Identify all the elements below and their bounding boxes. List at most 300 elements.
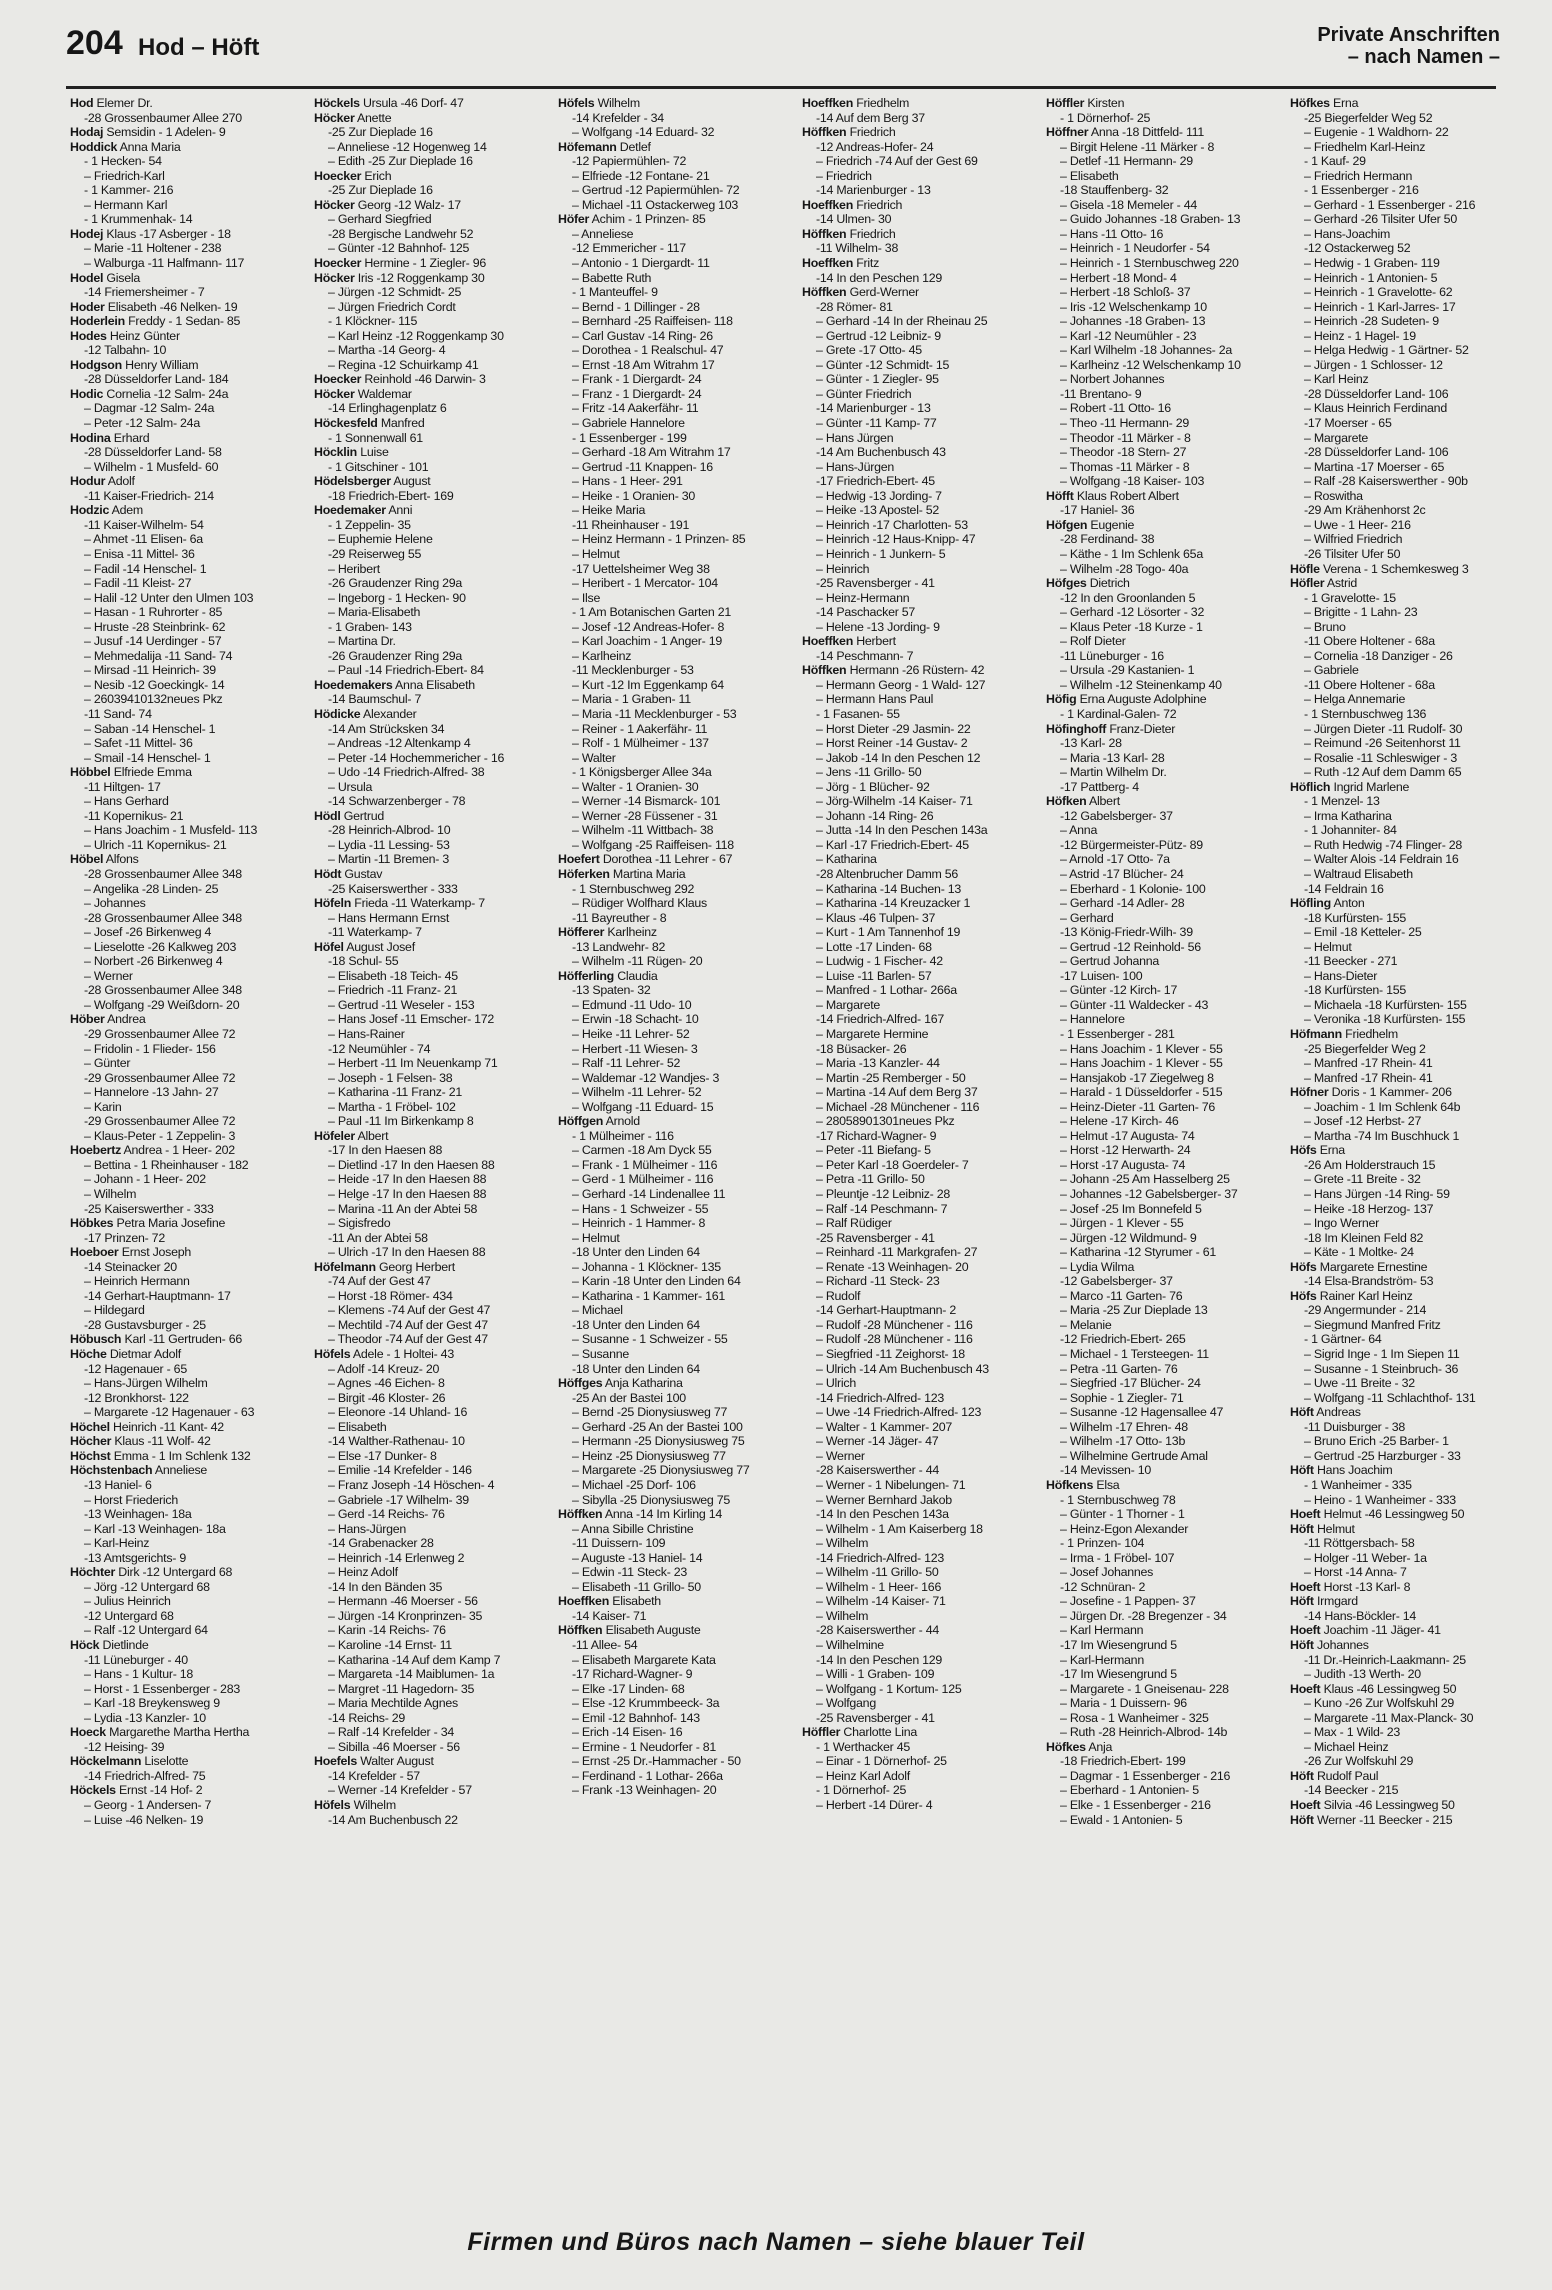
entry-line: -13 Spaten- 32 [572,983,651,998]
entry-line: – Susanne -12 Hagensallee 47 [1060,1405,1224,1420]
directory-entry [1046,489,1282,518]
entry-first-line [1046,1740,1282,1755]
entry-line: -11 Kaiser-Friedrich- 214 [84,488,214,503]
entry-surname: Höffges [558,1376,603,1391]
entry-line: – Brigitte - 1 Lahn- 23 [1304,605,1418,620]
entry-first-line [558,1507,794,1522]
entry-line: – Marina -11 An der Abtei 58 [328,1201,478,1216]
entry-line: – Maria -13 Kanzler- 44 [816,1056,940,1071]
entry-line: – Maria Mechtilde Agnes [328,1696,458,1711]
directory-entry [802,227,1038,256]
entry-first-line [1046,96,1282,111]
entry-line: -12 Papiermühlen- 72 [572,154,687,169]
entry-surname: Höfels [558,96,595,110]
entry-line: – Elisabeth [1060,168,1119,183]
entry-line: – Heinrich -14 Erlenweg 2 [328,1550,465,1565]
entry-line: – Iris -12 Welschenkamp 10 [1060,299,1207,314]
entry-line: – Horst -12 Herwarth- 24 [1060,1143,1191,1158]
entry-line: – Walter Alois -14 Feldrain 16 [1304,852,1459,867]
entry-line: – Michaela -18 Kurfürsten- 155 [1304,997,1467,1012]
directory-entry [558,1623,794,1798]
entry-line: -11 Mecklenburger - 53 [572,663,694,678]
directory-entry [1290,1507,1490,1522]
entry-first-line [558,1623,794,1638]
entry-first-line [1290,1623,1490,1638]
entry-line: – Hans Joachim - 1 Klever - 55 [1060,1056,1223,1071]
entry-line: – Werner Bernhard Jakob [816,1492,952,1507]
directory-entry [1290,1085,1490,1143]
entry-line: – Heike -18 Herzog- 137 [1304,1201,1434,1216]
directory-entry [1290,896,1490,1027]
entry-first-line [558,1376,794,1391]
entry-line: – Hans Jürgen -14 Ring- 59 [1304,1187,1450,1202]
entry-line: - 1 Manteuffel- 9 [572,285,658,300]
entry-line: – Martha - 1 Fröbel- 102 [328,1099,456,1114]
entry-line: – Jürgen - 1 Schlosser- 12 [1304,357,1443,372]
entry-details: Manfred [380,416,425,431]
directory-entry [70,765,306,852]
entry-line: -14 In den Peschen 129 [816,270,943,285]
entry-line: – Frank - 1 Diergardt- 24 [572,372,702,387]
entry-line: -11 Brentano- 9 [1060,386,1142,401]
entry-line: – Ludwig - 1 Fischer- 42 [816,954,943,969]
entry-first-line [558,1594,794,1609]
entry-details: Friedrich [849,226,896,241]
entry-surname: Höffken [802,663,847,678]
entry-line: – Heinz Hermann - 1 Prinzen- 85 [572,532,746,547]
entry-surname: Höferken [558,866,610,881]
entry-line: – Martin Wilhelm Dr. [1060,765,1167,780]
entry-first-line [1046,794,1282,809]
column-3 [558,96,794,1798]
entry-line: – Hans-Joachim [1304,226,1391,241]
entry-surname: Höfels [314,1347,351,1362]
entry-details: Friedrich [856,197,903,212]
directory-entry [802,256,1038,285]
entry-line: – Cornelia -18 Danziger - 26 [1304,648,1453,663]
entry-line: – Eberhard - 1 Antonien- 5 [1060,1783,1199,1798]
entry-line: - 1 Zeppelin- 35 [328,517,411,532]
entry-surname: Hodina [70,430,111,445]
entry-surname: Höchel [70,1419,110,1434]
entry-details: Herbert [856,634,896,649]
entry-details: Margarete Ernestine [1319,1259,1428,1274]
entry-line: -14 Friedrich-Alfred- 123 [816,1390,945,1405]
entry-line: – Hermann Georg - 1 Wald- 127 [816,677,986,692]
entry-first-line [314,416,550,431]
entry-line: – Katharina -11 Franz- 21 [328,1085,463,1100]
entry-first-line [70,852,306,867]
entry-first-line [70,765,306,780]
entry-details: Henry William [125,357,199,372]
entry-line: -26 Graudenzer Ring 29a [328,648,463,663]
entry-line: -25 Zur Dieplade 16 [328,183,433,198]
entry-first-line [314,940,550,955]
entry-line: – Wolfgang -11 Eduard- 15 [572,1099,714,1114]
entry-line: – Wilhelm -11 Grillo- 50 [816,1565,939,1580]
entry-surname: Höft [1290,1594,1314,1609]
entry-surname: Hoeffken [802,634,854,649]
directory-entry [314,1798,550,1827]
entry-line: - 1 Königsberger Allee 34a [572,765,712,780]
entry-line: – Uwe -14 Friedrich-Alfred- 123 [816,1405,982,1420]
entry-first-line [802,227,1038,242]
entry-line: – Hansjakob -17 Ziegelweg 8 [1060,1070,1214,1085]
directory-entry [70,503,306,765]
directory-entry [314,387,550,416]
entry-line: – Michael [572,1303,623,1318]
entry-line: - 1 Essenberger - 199 [572,430,687,445]
entry-details: Alexander [362,706,417,721]
directory-entry [314,809,550,867]
entry-line: -28 Altenbrucher Damm 56 [816,866,959,881]
entry-line: -12 Schnüran- 2 [1060,1579,1146,1594]
entry-surname: Höft [1290,1463,1314,1478]
entry-line: -28 Düsseldorfer Land- 106 [1304,386,1449,401]
entry-first-line [70,1245,306,1260]
entry-line: – Lydia Wilma [1060,1259,1135,1274]
entry-surname: Höchstenbach [70,1463,153,1478]
entry-line: – Gerhard [1060,910,1114,925]
entry-line: – Bruno Erich -25 Barber- 1 [1304,1434,1449,1449]
entry-first-line [314,896,550,911]
entry-line: – Hans Gerhard [84,794,169,809]
entry-details: August [393,474,431,489]
entry-surname: Hoeft [1290,1797,1321,1812]
entry-line: -14 Am Buchenbusch 22 [328,1812,458,1827]
entry-line: – Jörg -12 Untergard 68 [84,1579,210,1594]
entry-first-line [1046,722,1282,737]
entry-line: – Martin -11 Bremen- 3 [328,852,449,867]
entry-first-line [70,329,306,344]
entry-line: – Euphemie Helene [328,532,433,547]
entry-details: Freddy - 1 Sedan- 85 [128,314,241,329]
entry-line: – Roswitha [1304,488,1363,503]
entry-line: – Fridolin - 1 Flieder- 156 [84,1041,216,1056]
entry-details: Margarethe Martha Hertha [109,1725,250,1740]
entry-line: – Edwin -11 Steck- 23 [572,1565,688,1580]
entry-line: – Gerhard -14 Adler- 28 [1060,896,1185,911]
entry-first-line [314,387,550,402]
entry-line: – Adolf -14 Kreuz- 20 [328,1361,440,1376]
directory-entry [314,1347,550,1754]
entry-first-line [1290,1522,1490,1537]
entry-first-line [558,852,794,867]
entry-line: -29 Am Krähenhorst 2c [1304,503,1426,518]
entry-line: – Rolf Dieter [1060,634,1126,649]
entry-line: – Werner -14 Jäger- 47 [816,1434,939,1449]
directory-entry [558,925,794,969]
entry-line: – Helmut [572,1230,620,1245]
entry-line: -14 Krefelder - 34 [572,110,664,125]
entry-surname: Hodgson [70,357,122,372]
directory-entry [1290,1463,1490,1507]
entry-surname: Höfs [1290,1143,1317,1158]
directory-entry [314,474,550,503]
entry-line: – Ralf -14 Krefelder - 34 [328,1725,454,1740]
entry-first-line [802,96,1038,111]
entry-details: Hermine - 1 Ziegler- 96 [364,256,487,271]
directory-entry [558,212,794,852]
directory-entry [314,445,550,474]
entry-line: – Agnes -46 Eichen- 8 [328,1376,445,1391]
entry-surname: Höfels [314,1797,351,1812]
entry-line: -17 Richard-Wagner- 9 [572,1667,693,1682]
entry-line: - 1 Graben- 143 [328,619,412,634]
directory-entry [314,271,550,373]
entry-line: -12 Untergard 68 [84,1608,174,1623]
entry-details: Joachim -11 Jäger- 41 [1323,1623,1441,1638]
entry-line: – Josef -12 Andreas-Hofer- 8 [572,619,725,634]
entry-line: – Wilhelm -28 Togo- 40a [1060,561,1189,576]
entry-line: – Einar - 1 Dörnerhof- 25 [816,1754,947,1769]
entry-line: -28 Kaiserswerther - 44 [816,1463,940,1478]
entry-line: – Hans-Rainer [328,1027,405,1041]
entry-line: – Katharina -14 Auf dem Kamp 7 [328,1652,501,1667]
entry-line: -11 Rheinhauser - 191 [572,517,690,532]
entry-details: Verena - 1 Schemkesweg 3 [1322,561,1469,576]
entry-line: -14 Kaiser- 71 [572,1608,647,1623]
entry-line: – Marco -11 Garten- 76 [1060,1288,1183,1303]
entry-line: – Joachim - 1 Im Schlenk 64b [1304,1099,1461,1114]
directory-entry [70,431,306,475]
entry-line: - 1 Kammer- 216 [84,183,174,198]
entry-line: – Jürgen Friedrich Cordt [328,299,456,314]
entry-line: – Hermann -25 Dionysiusweg 75 [572,1434,745,1449]
entry-line: – Manfred - 1 Lothar- 266a [816,983,957,998]
entry-line: – Michael -25 Dorf- 106 [572,1477,696,1492]
entry-line: – Friedhelm Karl-Heinz [1304,139,1426,154]
entry-line: – Theodor -74 Auf der Gest 47 [328,1332,488,1347]
entry-line: -18 Kurfürsten- 155 [1304,983,1407,998]
entry-line: – Klemens -74 Auf der Gest 47 [328,1303,491,1318]
entry-line: – Horst Friederich [84,1492,178,1507]
entry-details: Petra Maria Josefine [116,1216,226,1231]
entry-details: Arnold [605,1114,640,1129]
entry-line: – Katharina -14 Kreuzacker 1 [816,896,971,911]
entry-line: – Wilhelm [816,1608,869,1623]
entry-line: – Heinz - 1 Hagel- 19 [1304,328,1416,343]
entry-line: – Reiner - 1 Aakerfähr- 11 [572,721,708,736]
entry-details: Martina Maria [612,866,686,881]
entry-line: – Holger -11 Weber- 1a [1304,1550,1427,1565]
entry-line: – Heinrich - 1 Junkern- 5 [816,546,946,561]
entry-line: – Carmen -18 Am Dyck 55 [572,1143,712,1158]
entry-line: – Gerd - 1 Mülheimer - 116 [572,1172,714,1187]
entry-details: Anja [1088,1739,1113,1754]
entry-details: Erich [364,168,392,183]
entry-details: Erhard [113,430,150,445]
entry-surname: Höfler [1290,576,1325,591]
entry-details: Anneliese [154,1463,208,1478]
entry-surname: Höfft [1046,488,1074,503]
entry-details: Eugenie [1090,517,1135,532]
entry-details: Gerd-Werner [849,285,919,300]
entry-details: Silvia -46 Lessingweg 50 [1323,1797,1455,1812]
entry-line: -11 Röttgersbach- 58 [1304,1536,1415,1551]
entry-line: – Bettina - 1 Rheinhauser - 182 [84,1157,249,1172]
entry-line: – Andreas -12 Altenkamp 4 [328,736,471,751]
entry-line: -25 An der Bastei 100 [572,1390,686,1405]
entry-line: – Walter - 1 Oranien- 30 [572,779,699,794]
entry-line: -28 Grossenbaumer Allee 348 [84,866,242,881]
entry-line: – Erich -14 Eisen- 16 [572,1725,683,1740]
directory-entry [1290,1289,1490,1405]
entry-line: – Dietlind -17 In den Haesen 88 [328,1157,495,1172]
entry-surname: Höbusch [70,1332,122,1347]
entry-line: -11 Sand- 74 [84,706,152,721]
entry-surname: Hodej [70,226,104,241]
entry-details: Klaus -11 Wolf- 42 [114,1434,211,1449]
entry-first-line [70,96,306,111]
entry-line: - 1 Gitschiner - 101 [328,459,429,474]
entry-details: Elisabeth [612,1594,661,1609]
entry-line: – Heinrich -12 Haus-Knipp- 47 [816,532,976,547]
entry-line: – Anna Sibille Christine [572,1521,694,1536]
entry-line: -14 Ulmen- 30 [816,212,892,227]
entry-line: – Johanna - 1 Klöckner- 135 [572,1259,721,1274]
entry-line: -11 An der Abtei 58 [328,1230,428,1245]
entry-line: – Wilhelm -11 Wittbach- 38 [572,823,714,838]
entry-details: Heinz Günter [109,328,180,343]
entry-details: Werner -11 Beecker - 215 [1316,1812,1453,1827]
entry-line: -18 Schul- 55 [328,954,399,969]
entry-details: Cornelia -12 Salm- 24a [106,386,229,401]
entry-surname: Höffgen [558,1114,604,1129]
entry-line: -11 Kaiser-Wilhelm- 54 [84,517,204,532]
entry-first-line [802,256,1038,271]
entry-line: – Heinrich - 1 Antonien- 5 [1304,270,1438,285]
directory-entry [70,329,306,358]
directory-entry [70,1143,306,1216]
entry-line: – Siegmund Manfred Fritz [1304,1317,1441,1332]
entry-line: -28 Ferdinand- 38 [1060,532,1155,547]
entry-line: – Heinz Karl Adolf [816,1768,910,1783]
directory-entry [558,1114,794,1376]
entry-details: Dorothea -11 Lehrer - 67 [602,852,733,867]
directory-entry [314,256,550,271]
entry-line: – Ernst -25 Dr.-Hammacher - 50 [572,1754,741,1769]
entry-line: – Heide -17 In den Haesen 88 [328,1172,487,1187]
entry-line: -17 Haniel- 36 [1060,503,1135,518]
directory-entry [558,1507,794,1594]
entry-line: – Günter - 1 Thorner - 1 [1060,1507,1185,1522]
entry-line: – Richard -11 Steck- 23 [816,1274,940,1289]
entry-first-line [1290,1813,1490,1828]
entry-line: – Luise -11 Barlen- 57 [816,968,932,983]
entry-first-line [558,1114,794,1129]
entry-line: – Norbert -26 Birkenweg 4 [84,954,223,969]
entry-line: -17 Uettelsheimer Weg 38 [572,561,710,576]
entry-line: – Judith -13 Werth- 20 [1304,1667,1421,1682]
directory-entry [314,111,550,169]
entry-line: – Heinrich -17 Charlotten- 53 [816,517,968,532]
entry-line: – Thomas -11 Märker - 8 [1060,459,1190,474]
entry-line: – Veronika -18 Kurfürsten- 155 [1304,1012,1466,1027]
entry-line: – Helene -17 Kirch- 46 [1060,1114,1179,1129]
entry-line: – Grete -11 Breite - 32 [1304,1172,1421,1187]
entry-surname: Hoeffken [558,1594,610,1609]
directory-entry [70,1347,306,1420]
directory-entry [314,940,550,1129]
entry-details: Albert [1089,794,1120,809]
directory-entry [70,358,306,387]
entry-surname: Höchter [70,1565,116,1580]
entry-line: – Auguste -13 Haniel- 14 [572,1550,703,1565]
entry-line: -14 Baumschul- 7 [328,692,422,707]
entry-line: -28 Düsseldorfer Land- 106 [1304,445,1449,460]
entry-line: - 1 Sternbuschweg 78 [1060,1492,1176,1507]
entry-line: – Bernhard -25 Raiffeisen- 118 [572,314,733,329]
entry-line: – Josefine - 1 Pappen- 37 [1060,1594,1196,1609]
directory-entry [558,969,794,1114]
entry-line: -25 Ravensberger - 41 [816,576,935,591]
entry-surname: Höche [70,1347,107,1362]
entry-first-line [1290,1580,1490,1595]
directory-entry [70,1245,306,1332]
entry-surname: Hod [70,96,94,110]
entry-line: – Else -17 Dunker- 8 [328,1448,437,1463]
entry-line: – Hans Josef -11 Emscher- 172 [328,1012,495,1027]
page-range: Hod – Höft [138,34,260,61]
entry-surname: Höffner [1046,125,1089,140]
entry-line: – Johann -14 Ring- 26 [816,808,934,823]
directory-columns [70,96,1490,2206]
entry-first-line [314,678,550,693]
entry-line: – Gertrud -25 Harzburger - 33 [1304,1448,1461,1463]
entry-line: -25 Zur Dieplade 16 [328,125,433,140]
entry-surname: Höfkens [1046,1477,1094,1492]
entry-line: – Horst Dieter -29 Jasmin- 22 [816,721,971,736]
entry-surname: Höfeln [314,896,352,911]
entry-surname: Höber [70,1012,105,1027]
entry-details: Hermann -26 Rüstern- 42 [849,663,985,678]
entry-line: -14 Friemersheimer - 7 [84,285,205,300]
entry-line: – Petra -11 Garten- 76 [1060,1361,1178,1376]
entry-line: – Gerhard Siegfried [328,212,432,227]
entry-line: -12 Gabelsberger- 37 [1060,1274,1173,1289]
entry-first-line [314,256,550,271]
entry-line: – Peter -12 Salm- 24a [84,416,200,431]
entry-first-line [314,1798,550,1813]
entry-details: Adem [111,503,144,518]
entry-surname: Höfferer [558,925,605,940]
entry-line: -11 Waterkamp- 7 [328,925,422,940]
directory-entry [314,503,550,678]
entry-line: – Hruste -28 Steinbrink- 62 [84,619,226,634]
entry-line: – Jürgen -14 Kronprinzen- 35 [328,1608,483,1623]
entry-details: Charlotte Lina [843,1725,918,1740]
entry-line: – Herbert -11 Im Neuenkamp 71 [328,1056,498,1071]
entry-line: -17 Friedrich-Ebert- 45 [816,474,935,489]
entry-line: – Gerhard -26 Tilsiter Ufer 50 [1304,212,1457,227]
entry-line: -18 Unter den Linden 64 [572,1245,700,1260]
entry-surname: Hödl [314,808,341,823]
entry-details: Elfriede Emma [113,765,192,780]
entry-details: Anja Katharina [604,1376,683,1391]
entry-details: Adele - 1 Holtei- 43 [352,1347,454,1362]
entry-line: – Wilhelm -12 Steinenkamp 40 [1060,677,1222,692]
entry-line: – Hans-Dieter [1304,968,1378,983]
entry-line: – Gabriele Hannelore [572,416,685,431]
entry-line: – Ulrich -14 Am Buchenbusch 43 [816,1361,989,1376]
entry-line: -28 Kaiserswerther - 44 [816,1623,940,1638]
entry-line: -18 Unter den Linden 64 [572,1317,700,1332]
entry-line: – Wolfgang -18 Kaiser- 103 [1060,474,1205,489]
directory-entry [70,227,306,271]
entry-line: – Uwe -11 Breite - 32 [1304,1376,1415,1391]
entry-surname: Höckels [314,96,360,110]
